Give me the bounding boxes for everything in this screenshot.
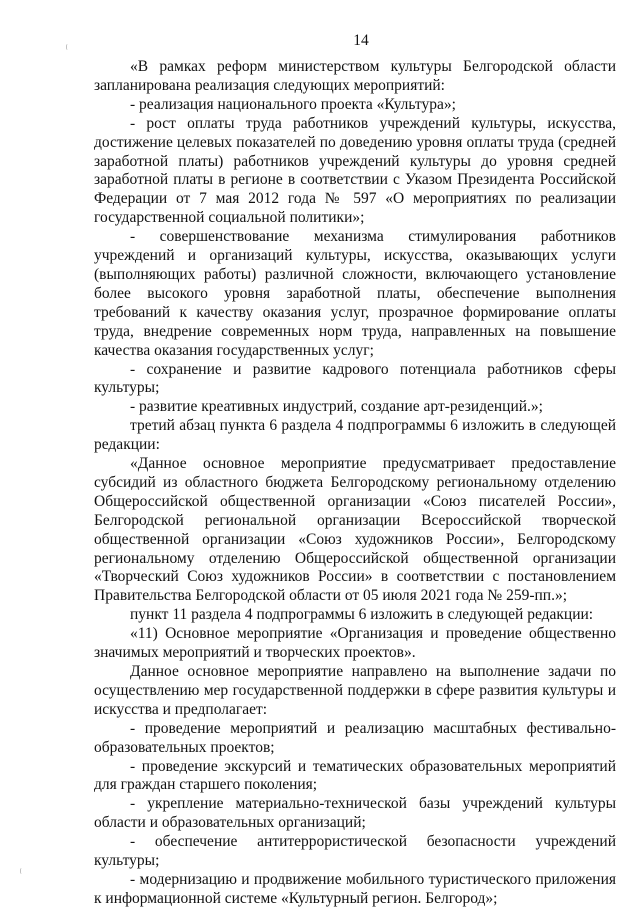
list-item-festivals: - проведение мероприятий и реализацию масштабных фестивально-образовательных проектов; (94, 719, 616, 756)
paragraph-event-purpose: Данное основное мероприятие направлено на выполнение задачи по осуществлению мер государственной поддержки в сфере развития культуры и искусства и предполагает: (94, 663, 616, 718)
list-item-material-base: - укрепление материально-технической базы учреждений культуры области и образовательных организаций; (94, 795, 616, 832)
list-item-national-project: - реализация национального проекта «Культура»; (130, 95, 456, 113)
list-item-salary-growth: - рост оплаты труда работников учреждений культуры, искусства, достижение целевых показателей по доведению уровня оплаты труда (средней заработной платы) работников учреждений культуры до уровня средней заработной платы в регионе в соответствии с Указом Президента Российской Федерации от 7 мая 2012 года № 597 «О мероприятиях по реализации государственной социальной политики»; (94, 114, 616, 227)
list-item-personnel-potential: - сохранение и развитие кадрового потенциала работников сферы культуры; (94, 360, 616, 397)
page-number: 14 (353, 32, 369, 49)
paragraph-amendment-point-11: пункт 11 раздела 4 подпрограммы 6 изложить в следующей редакции: (130, 606, 594, 624)
paragraph-subsidies: «Данное основное мероприятие предусматривает предоставление субсидий из областного бюджета Белгородскому региональному отделению Общероссийской общественной организации «Союз писателей России», Белгородской региональной организации Всероссийской творческой общественной организации «Союз художников России», Белгородскому региональному отделению Общероссийской общественной организации «Творческий Союз художников России» в соответствии с постановлением Правительства Белгородской области от 05 июля 2021 года № 259-пп.»; (94, 455, 616, 605)
scan-mark (20, 868, 24, 874)
list-item-excursions: - проведение экскурсий и тематических образовательных мероприятий для граждан старшего поколения; (94, 757, 616, 794)
paragraph-reform-intro: «В рамках реформ министерством культуры Белгородской области запланирована реализация следующих мероприятий: (94, 58, 616, 94)
list-item-creative-industries: - развитие креативных индустрий, создание арт-резиденций.»; (130, 398, 543, 416)
scan-mark (66, 44, 70, 50)
list-item-incentive-mechanism: - совершенствование механизма стимулирования работников учреждений и организаций культуры, искусства, оказывающих услуги (выполняющих работы) различной сложности, включающего установление более высокого уровня заработной платы, обеспечение выполнения требований к качеству оказания услуг, прозрачное формирование оплаты труда, внедрение современных норм труда, направленных на повышение качества оказания государственных услуг; (94, 228, 616, 359)
paragraph-amendment-point-6: третий абзац пункта 6 раздела 4 подпрограммы 6 изложить в следующей редакции: (94, 417, 616, 454)
paragraph-main-event-11: «11) Основное мероприятие «Организация и проведение общественно значимых мероприятий и творческих проектов». (94, 625, 616, 662)
document-page (94, 32, 616, 909)
list-item-mobile-app: - модернизацию и продвижение мобильного туристического приложения к информационной системе «Культурный регион. Белгород»; (94, 870, 616, 907)
list-item-antiterror-security: - обеспечение антитеррористической безопасности учреждений культуры; (94, 833, 616, 870)
